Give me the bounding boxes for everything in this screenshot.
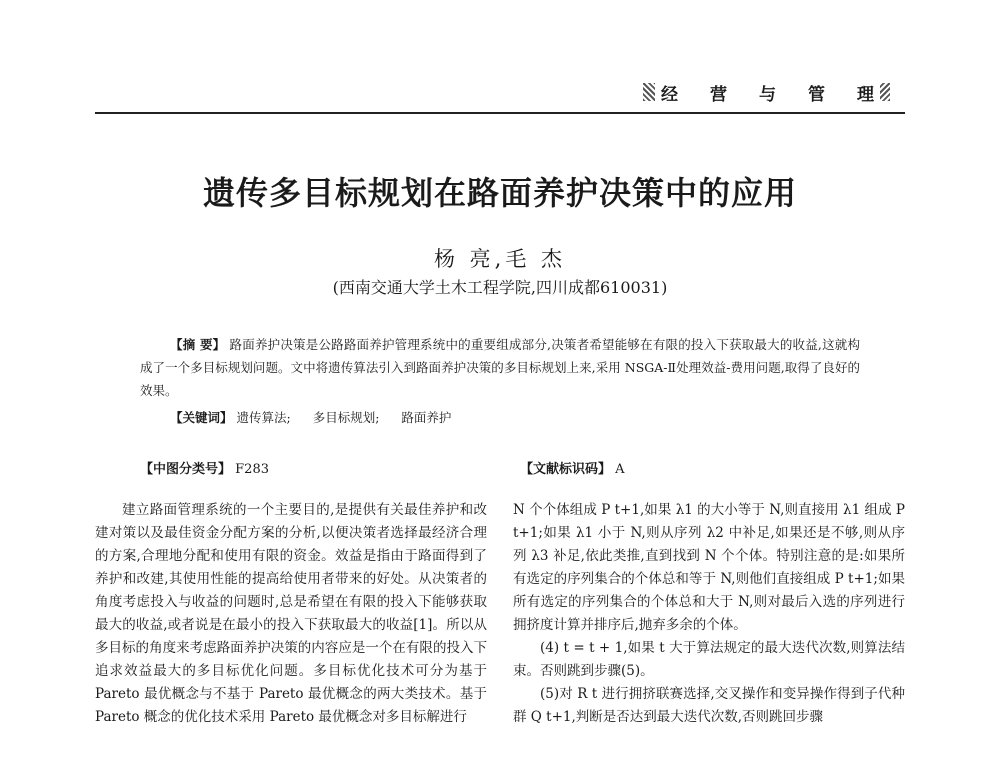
keyword-item: 遗传算法; (236, 410, 291, 425)
article-authors: 杨 亮,毛 杰 (433, 247, 567, 271)
body-paragraph: N 个个体组成 P t+1,如果 λ1 的大小等于 N,则直接用 λ1 组成 P t+1;如果 λ1 小于 N,则从序列 λ2 中补足,如果还是不够,则从序列 λ3 补足,依此类推,直到找到 N 个个体。特别注意的是:如果所有选定的序列集合的个体总和等于 N,则他们直接组成 P t+1;如果所有选定的序列集合的个体总和大于 N,则对最后入选的序列进行拥挤度计算并排序后,抛弃多余的个体。 (513, 502, 905, 633)
header-ornament-left (643, 83, 655, 101)
clc-label: 【中图分类号】 (140, 462, 232, 477)
doc-code-value: A (615, 462, 625, 477)
body-paragraph: (5)对 R t 进行拥挤联赛选择,交叉操作和变异操作得到子代种群 Q t+1,判断是否达到最大迭代次数,否则跳回步骤 (513, 686, 905, 725)
section-char: 与 (759, 84, 776, 105)
article-title: 遗传多目标规划在路面养护决策中的应用 (202, 174, 797, 212)
abstract-text: 路面养护决策是公路路面养护管理系统中的重要组成部分,决策者希望能够在有限的投入下获取最大的收益,这就构成了一个多目标规划问题。文中将遗传算法引入到路面养护决策的多目标规划上来,采用 NSGA-Ⅱ处理效益-费用问题,取得了良好的效果。 (140, 337, 860, 398)
header-rule (95, 112, 905, 114)
body-paragraph: (4) t = t + 1,如果 t 大于算法规定的最大迭代次数,则算法结束。否则跳到步骤(5)。 (513, 640, 905, 679)
doc-code-label: 【文献标识码】 (520, 462, 612, 477)
document-code (520, 458, 625, 477)
section-char: 经 (661, 84, 678, 105)
author-affiliation: (西南交通大学土木工程学院,四川成都610031) (332, 278, 668, 297)
section-char: 管 (808, 84, 825, 105)
body-column-left (95, 499, 487, 729)
journal-section-header (643, 78, 890, 106)
body-column-right (513, 499, 905, 729)
keywords (170, 406, 469, 429)
abstract-label: 【摘 要】 (170, 337, 226, 352)
section-char: 理 (857, 84, 874, 105)
clc-number (140, 458, 269, 477)
keyword-item: 多目标规划; (312, 410, 380, 425)
clc-value: F283 (235, 462, 269, 477)
body-paragraph: 建立路面管理系统的一个主要目的,是提供有关最佳养护和改建对策以及最佳资金分配方案的分析,以便决策者选择最经济合理的方案,合理地分配和使用有限的资金。效益是指由于路面得到了养护和改建,其使用性能的提高给使用者带来的好处。从决策者的角度考虑投入与收益的问题时,总是希望在有限的投入下能够获取最大的收益,或者说是在最小的投入下获取最大的收益[1]。所以从多目标的角度来考虑路面养护决策的内容应是一个在有限的投入下追求效益最大的多目标优化问题。多目标优化技术可分为基于 Pareto 最优概念与不基于 Pareto 最优概念的两大类技术。基于 Pareto 概念的优化技术采用 Pareto 最优概念对多目标解进行 (95, 502, 487, 725)
section-title (661, 80, 874, 105)
header-ornament-right (880, 83, 890, 101)
section-char: 营 (710, 84, 727, 105)
keyword-item: 路面养护 (401, 410, 452, 425)
abstract (140, 333, 860, 402)
keywords-label: 【关键词】 (170, 410, 233, 425)
